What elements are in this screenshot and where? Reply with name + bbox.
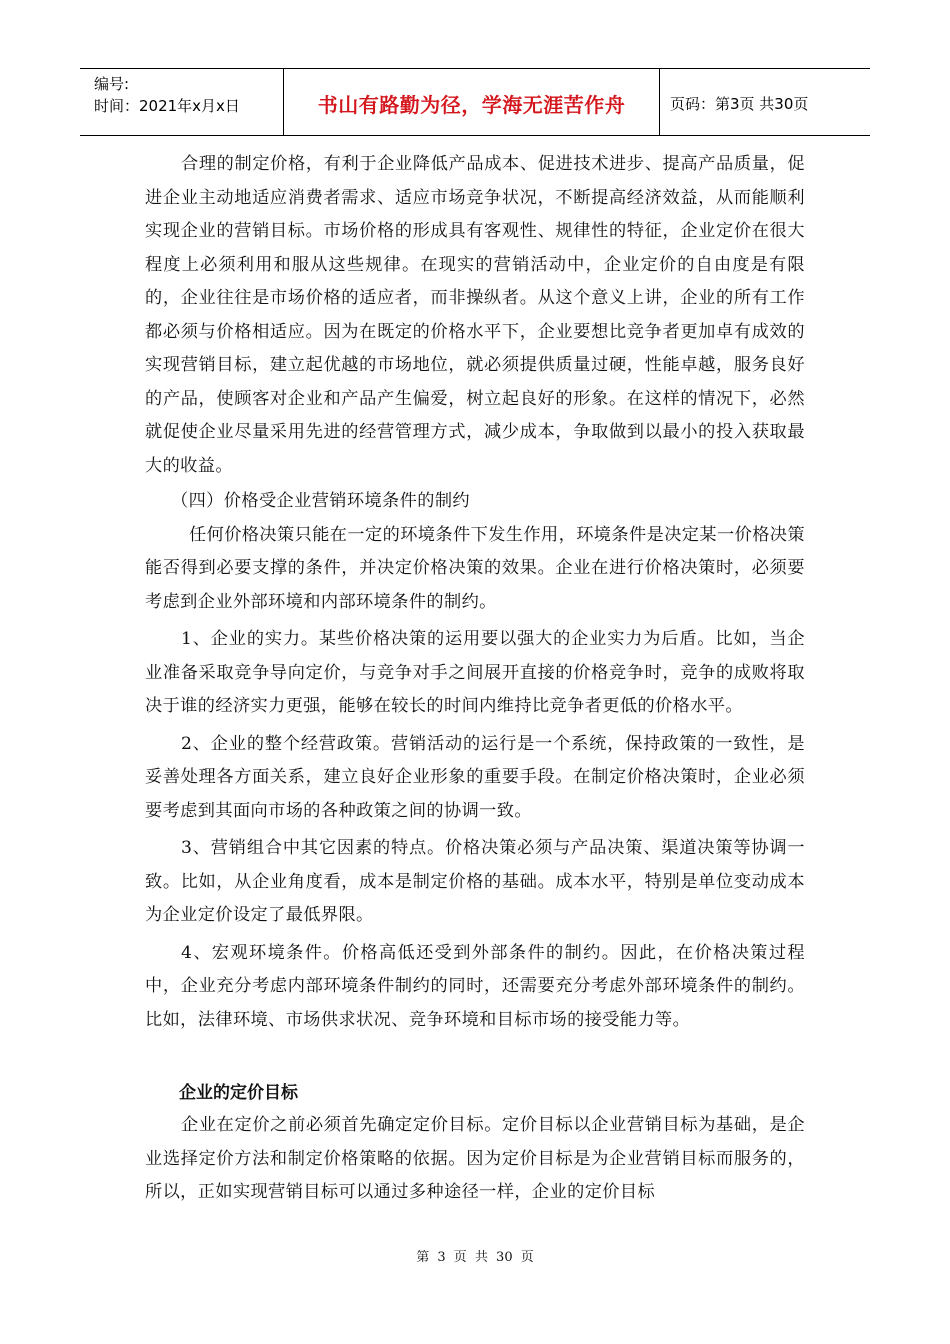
list-item: 1、企业的实力。某些价格决策的运用要以强大的企业实力为后盾。比如，当企业准备采取竞争导向定价，与竞争对手之间展开直接的价格竞争时，竞争的成败将取决于谁的经济实力更强，能够在较长的时间内维持比竞争者更低的价格水平。 <box>145 629 805 716</box>
page-footer: 第 3 页 共 30 页 <box>416 1250 534 1265</box>
header-page-info: 页码：第3页 共30页 <box>670 94 809 113</box>
header-motto: 书山有路勤为径，学海无涯苦作舟 <box>317 92 626 117</box>
body-paragraph: 任何价格决策只能在一定的环境条件下发生作用，环境条件是决定某一价格决策能否得到必要支撑的条件，并决定价格决策的效果。企业在进行价格决策时，必须要考虑到企业外部环境和内部环境条件的制约。 <box>145 524 805 612</box>
document-header <box>80 68 870 136</box>
header-meta-cell <box>80 69 284 135</box>
document-number-label: 编号: <box>94 75 130 93</box>
list-item: 4、宏观环境条件。价格高低还受到外部条件的制约。因此，在价格决策过程中，企业充分考虑内部环境条件制约的同时，还需要充分考虑外部环境条件的制约。比如，法律环境、市场供求状况、竞争环境和目标市场的接受能力等。 <box>145 942 805 1030</box>
subsection-heading: （四）价格受企业营销环境条件的制约 <box>171 491 470 511</box>
document-body <box>145 148 805 1210</box>
header-motto-cell <box>284 69 660 135</box>
document-date-label: 时间：2021年x月x日 <box>94 97 240 115</box>
header-page-info-cell <box>660 69 870 135</box>
list-item: 2、企业的整个经营政策。营销活动的运行是一个系统，保持政策的一致性，是妥善处理各方面关系，建立良好企业形象的重要手段。在制定价格决策时，企业必须要考虑到其面向市场的各种政策之间的协调一致。 <box>145 733 805 821</box>
body-paragraph: 合理的制定价格，有利于企业降低产品成本、促进技术进步、提高产品质量，促进企业主动地适应消费者需求、适应市场竞争状况，不断提高经济效益，从而能顺利实现企业的营销目标。市场价格的形成具有客观性、规律性的特征，企业定价在很大程度上必须利用和服从这些规律。在现实的营销活动中，企业定价的自由度是有限的，企业往往是市场价格的适应者，而非操纵者。从这个意义上讲，企业的所有工作都必须与价格相适应。因为在既定的价格水平下，企业要想比竞争者更加卓有成效的实现营销目标，建立起优越的市场地位，就必须提供质量过硬，性能卓越，服务良好的产品，使顾客对企业和产品产生偏爱，树立起良好的形象。在这样的情况下，必然就促使企业尽量采用先进的经营管理方式，减少成本，争取做到以最小的投入获取最大的收益。 <box>145 154 805 476</box>
body-paragraph: 企业在定价之前必须首先确定定价目标。定价目标以企业营销目标为基础，是企业选择定价方法和制定价格策略的依据。因为定价目标是为企业营销目标而服务的，所以，正如实现营销目标可以通过多种途径一样，企业的定价目标 <box>145 1115 805 1202</box>
section-title: 企业的定价目标 <box>179 1083 298 1103</box>
list-item: 3、营销组合中其它因素的特点。价格决策必须与产品决策、渠道决策等协调一致。比如，从企业角度看，成本是制定价格的基础。成本水平，特别是单位变动成本为企业定价设定了最低界限。 <box>145 838 805 925</box>
